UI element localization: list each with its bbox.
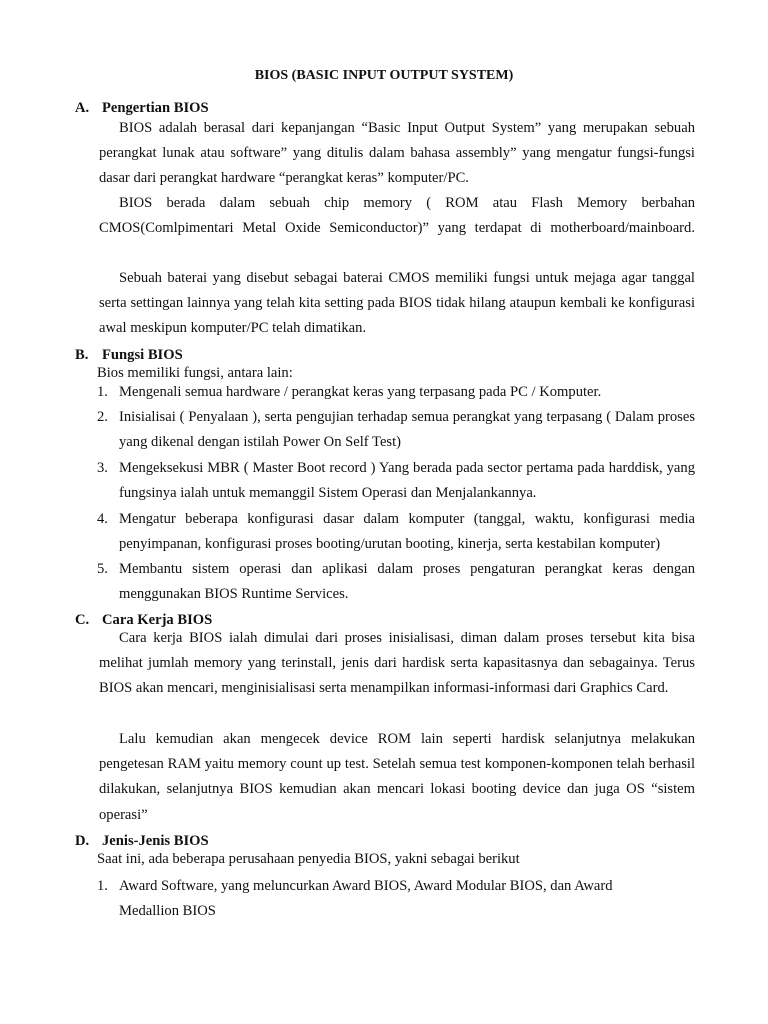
section-d-heading bbox=[75, 832, 209, 850]
section-b-title: Fungsi BIOS bbox=[102, 347, 183, 363]
list-item-number: 1. bbox=[97, 384, 108, 400]
section-a-paragraph-3: Sebuah baterai yang disebut sebagai baterai CMOS memiliki fungsi untuk mejaga agar tanggal serta settingan lainnya yang telah kita setting pada BIOS tidak hilang ataupun kembali ke konfigurasi awal meskipun komputer/PC telah dimatikan. bbox=[99, 270, 695, 337]
list-item bbox=[97, 405, 695, 455]
section-a-paragraph-1: BIOS adalah berasal dari kepanjangan “Basic Input Output System” yang merupakan sebuah perangkat lunak atau software” yang ditulis dalam bahasa assembly” yang mengatur fungsi-fungsi dasar dari perangkat hardware “perangkat keras” komputer/PC. bbox=[99, 120, 695, 187]
section-b-heading bbox=[75, 346, 183, 364]
list-item-text: Award Software, yang meluncurkan Award BIOS, Award Modular BIOS, dan Award Medallion BIOS bbox=[119, 878, 613, 920]
list-item bbox=[97, 507, 695, 557]
list-item-text: Mengeksekusi MBR ( Master Boot record ) Yang berada pada sector pertama pada harddisk, yang fungsinya ialah untuk memanggil Sistem Operasi dan Menjalankannya. bbox=[119, 460, 695, 502]
list-item bbox=[97, 456, 695, 506]
list-item-number: 1. bbox=[97, 878, 108, 894]
section-c-paragraph-1: Cara kerja BIOS ialah dimulai dari proses inisialisasi, diman dalam proses tersebut kita bisa melihat jumlah memory yang terinstall, jenis dari hardisk serta kapasitasnya dan sebagainya. Terus BIOS akan mencari, menginisialisasi serta menampilkan informasi-informasi dari Graphics Card. bbox=[99, 630, 695, 697]
list-item-number: 2. bbox=[97, 409, 108, 425]
section-a-heading bbox=[75, 99, 209, 117]
section-c-letter: C. bbox=[75, 612, 90, 628]
list-item bbox=[97, 557, 695, 607]
list-item bbox=[97, 874, 657, 924]
section-d-letter: D. bbox=[75, 833, 90, 849]
section-a-title: Pengertian BIOS bbox=[102, 100, 209, 116]
section-d-intro: Saat ini, ada beberapa perusahaan penyedia BIOS, yakni sebagai berikut bbox=[97, 851, 520, 867]
list-item-text: Membantu sistem operasi dan aplikasi dalam proses pengaturan perangkat keras dengan menggunakan BIOS Runtime Services. bbox=[119, 561, 695, 603]
section-d-title: Jenis-Jenis BIOS bbox=[102, 833, 209, 849]
section-c-title: Cara Kerja BIOS bbox=[102, 612, 213, 628]
section-b-letter: B. bbox=[75, 347, 89, 363]
section-a-letter: A. bbox=[75, 100, 90, 116]
list-item-number: 3. bbox=[97, 460, 108, 476]
list-item-text: Mengenali semua hardware / perangkat keras yang terpasang pada PC / Komputer. bbox=[119, 384, 602, 400]
list-item-number: 4. bbox=[97, 511, 108, 527]
list-item bbox=[97, 380, 695, 405]
list-item-number: 5. bbox=[97, 561, 108, 577]
list-item-text: Mengatur beberapa konfigurasi dasar dalam komputer (tanggal, waktu, konfigurasi media penyimpanan, konfigurasi proses booting/urutan booting, kinerja, serta kestabilan komputer) bbox=[119, 511, 695, 553]
section-c-paragraph-2: Lalu kemudian akan mengecek device ROM lain seperti hardisk selanjutnya melakukan pengetesan RAM yaitu memory count up test. Setelah semua test komponen-komponen telah berhasil dilakukan, selanjutnya BIOS kemudian akan mencari lokasi booting device dan juga OS “sistem operasi” bbox=[99, 731, 695, 823]
section-a-paragraph-2: BIOS berada dalam sebuah chip memory ( ROM atau Flash Memory berbahan CMOS(Comlpimentari Metal Oxide Semiconductor)” yang terdapat di motherboard/mainboard. bbox=[99, 195, 695, 237]
list-item-text: Inisialisai ( Penyalaan ), serta pengujian terhadap semua perangkat yang terpasang ( Dalam proses yang dikenal dengan istilah Power On Self Test) bbox=[119, 409, 695, 451]
document-title: BIOS (BASIC INPUT OUTPUT SYSTEM) bbox=[254, 68, 514, 83]
section-b-intro: Bios memiliki fungsi, antara lain: bbox=[97, 365, 293, 381]
